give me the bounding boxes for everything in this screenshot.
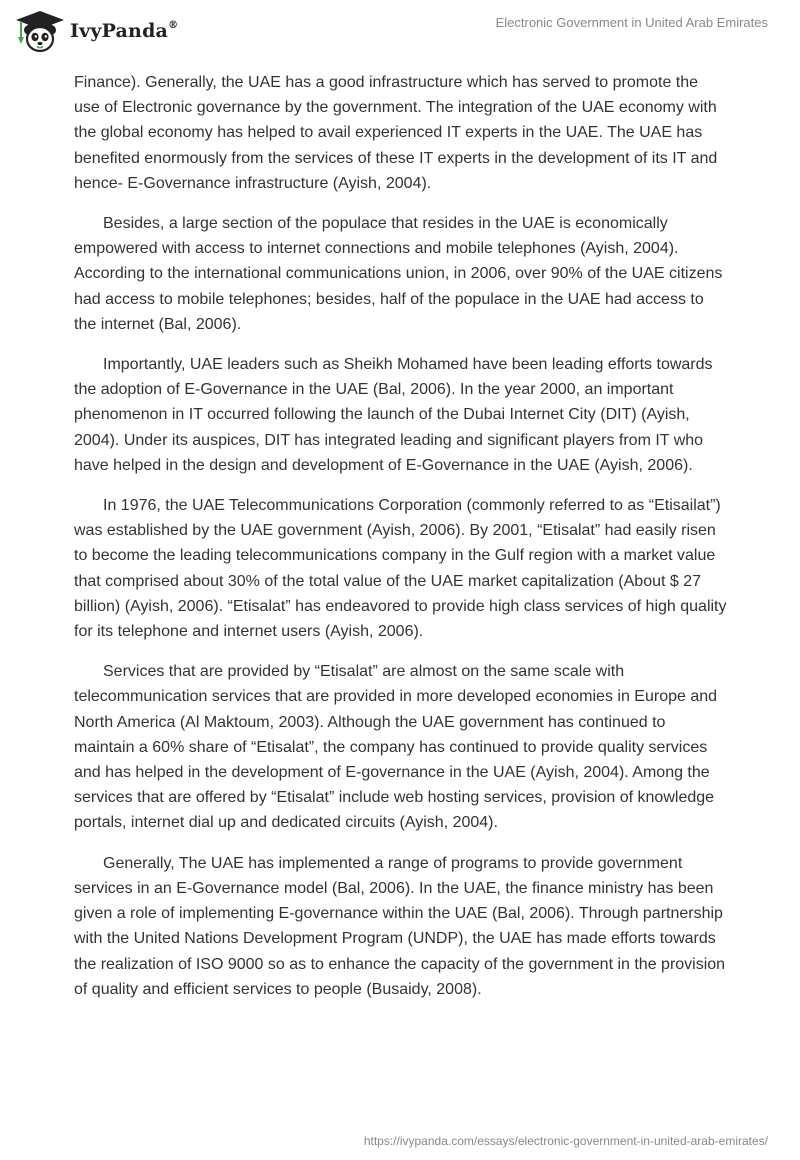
paragraph: Finance). Generally, the UAE has a good infrastructure which has served to promote the use of Electronic governance by the government. The integration of the UAE economy with the global economy has helped to avail experienced IT experts in the UAE. The UAE has benefited enormously from the services of these IT experts in the development of its IT and hence- E-Governance infrastructure (Ayish, 2004). xyxy=(74,74,718,192)
paragraph: Services that are provided by “Etisalat” are almost on the same scale with telecommunication services that are provided in more developed economies in Europe and North America (Al Maktoum, 2003). Although the UAE government has continued to maintain a 60% share of “Etisalat”, the company has continued to provide quality services and has helped in the development of E-governance in the UAE (Ayish, 2004). Among the services that are offered by “Etisalat” include web hosting services, provision of knowledge portals, internet dial up and dedicated circuits (Ayish, 2004). xyxy=(74,663,718,832)
panda-graduate-icon xyxy=(14,9,66,53)
source-url-link[interactable]: https://ivypanda.com/essays/electronic-government-in-united-arab-emirates/ xyxy=(363,1134,768,1148)
paragraph: Generally, The UAE has implemented a range of programs to provide government services in an E-Governance model (Bal, 2006). In the UAE, the finance ministry has been given a role of implementing E-governance within the UAE (Bal, 2006). Through partnership with the United Nations Development Program (UNDP), the UAE has made efforts towards the realization of ISO 9000 so as to enhance the capacity of the government in the provision of quality and efficient services to people (Busaidy, 2008). xyxy=(74,854,726,998)
paragraph: Importantly, UAE leaders such as Sheikh Mohamed have been leading efforts towards the adoption of E-Governance in the UAE (Bal, 2006). In the year 2000, an important phenomenon in IT occurred following the launch of the Dubai Internet City (DIT) (Ayish, 2004). Under its auspices, DIT has integrated leading and significant players from IT who have helped in the design and development of E-Governance in the UAE (Ayish, 2006). xyxy=(74,356,713,474)
paragraph: In 1976, the UAE Telecommunications Corporation (commonly referred to as “Etisailat”) was established by the UAE government (Ayish, 2006). By 2001, “Etisalat” had easily risen to become the leading telecommunications company in the Gulf region with a market value that comprised about 30% of the total value of the UAE market capitalization (About $ 27 billion) (Ayish, 2006). “Etisalat” has endeavored to provide high class services of high quality for its telephone and internet users (Ayish, 2006). xyxy=(74,497,727,641)
paragraph: Besides, a large section of the populace that resides in the UAE is economically empowered with access to internet connections and mobile telephones (Ayish, 2004). According to the international communications union, in 2006, over 90% of the UAE citizens had access to mobile telephones; besides, half of the populace in the UAE had access to the internet (Bal, 2006). xyxy=(74,215,723,333)
brand-name: IvyPanda® xyxy=(70,19,179,42)
page-header xyxy=(0,0,800,62)
document-title: Electronic Government in United Arab Emirates xyxy=(495,15,768,30)
essay-body xyxy=(74,70,728,1017)
ivypanda-logo[interactable] xyxy=(14,9,178,53)
